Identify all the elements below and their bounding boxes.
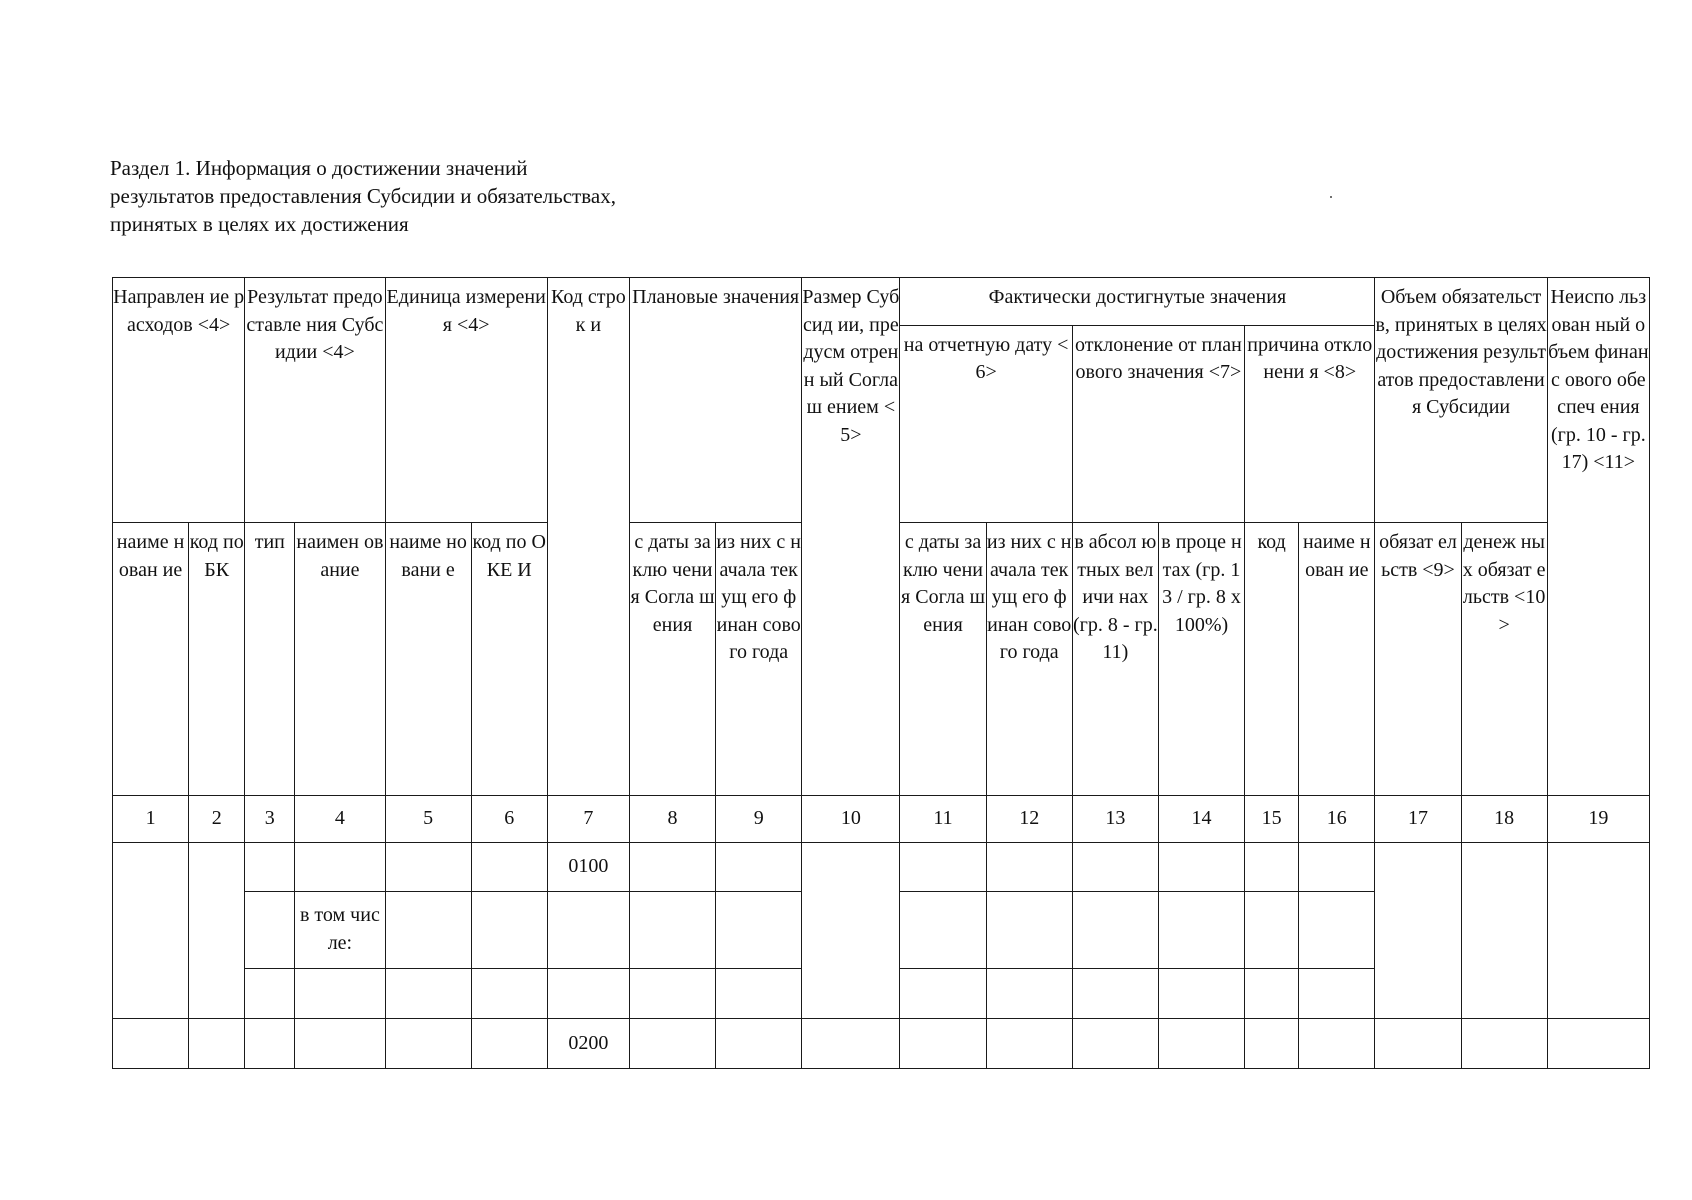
data-cell	[1072, 891, 1158, 968]
column-number: 13	[1072, 795, 1158, 843]
data-cell	[1547, 1019, 1649, 1069]
data-cell	[629, 1019, 715, 1069]
header-subsidy-size: Размер Субсид ии, предусм отренн ый Соглаш ением <5>	[802, 278, 900, 796]
column-number: 12	[986, 795, 1072, 843]
data-cell	[716, 843, 802, 892]
section-title-line-2: результатов предоставления Субсидии и обязательствах,	[110, 184, 616, 208]
column-number: 14	[1158, 795, 1244, 843]
subheader-col-4: наимен ование	[295, 523, 385, 795]
data-cell	[900, 891, 986, 968]
data-cell	[245, 1019, 295, 1069]
header-reason: причина отклонени я <8>	[1245, 325, 1375, 522]
data-cell	[1158, 968, 1244, 1019]
data-cell	[1072, 968, 1158, 1019]
column-number: 16	[1299, 795, 1375, 843]
data-cell	[295, 843, 385, 892]
data-cell	[716, 1019, 802, 1069]
column-number: 10	[802, 795, 900, 843]
data-cell	[189, 843, 245, 1019]
data-cell	[629, 891, 715, 968]
column-number: 8	[629, 795, 715, 843]
subheader-col-15: код	[1245, 523, 1299, 795]
data-cell	[245, 843, 295, 892]
row-code-0200: 0200	[547, 1019, 629, 1069]
data-cell	[900, 968, 986, 1019]
column-number: 5	[385, 795, 471, 843]
including-label: в том числе:	[295, 891, 385, 968]
report-table	[112, 277, 1650, 1069]
data-cell	[1299, 968, 1375, 1019]
data-cell	[471, 843, 547, 892]
data-cell	[802, 1019, 900, 1069]
column-number: 2	[189, 795, 245, 843]
column-number: 7	[547, 795, 629, 843]
header-unused: Неиспо льзован ный объем финанс ового обеспеч ения (гр. 10 - гр. 17) <11>	[1547, 278, 1649, 796]
data-cell	[471, 968, 547, 1019]
subheader-col-1: наиме нован ие	[113, 523, 189, 795]
data-cell	[1461, 1019, 1547, 1069]
header-deviation: отклонение от планового значения <7>	[1072, 325, 1244, 522]
data-cell	[113, 843, 189, 1019]
data-cell	[1375, 843, 1461, 1019]
column-number: 18	[1461, 795, 1547, 843]
subheader-col-3: тип	[245, 523, 295, 795]
header-obligations: Объем обязательств, принятых в целях достижения результатов предоставлени я Субсидии	[1375, 278, 1547, 523]
data-cell	[471, 891, 547, 968]
data-cell	[900, 843, 986, 892]
data-cell	[1158, 1019, 1244, 1069]
subheader-col-17: обязат ельств <9>	[1375, 523, 1461, 795]
column-number: 17	[1375, 795, 1461, 843]
stray-dot	[1330, 196, 1332, 198]
header-unit: Единица измерения <4>	[385, 278, 547, 523]
data-cell	[802, 843, 900, 1019]
data-cell	[716, 891, 802, 968]
data-cell	[629, 843, 715, 892]
data-cell	[547, 968, 629, 1019]
data-cell	[1461, 843, 1547, 1019]
row-code-0100: 0100	[547, 843, 629, 892]
column-number: 4	[295, 795, 385, 843]
data-cell	[986, 1019, 1072, 1069]
data-cell	[1299, 1019, 1375, 1069]
data-cell	[245, 968, 295, 1019]
data-cell	[385, 968, 471, 1019]
column-number: 9	[716, 795, 802, 843]
data-cell	[295, 1019, 385, 1069]
header-row-code: Код строк и	[547, 278, 629, 796]
subheader-col-16: наиме нован ие	[1299, 523, 1375, 795]
data-cell	[245, 891, 295, 968]
header-result: Результат предоставле ния Субсидии <4>	[245, 278, 385, 523]
data-cell	[1245, 843, 1299, 892]
header-planned: Плановые значения	[629, 278, 801, 523]
column-number: 3	[245, 795, 295, 843]
section-title	[110, 154, 810, 238]
data-cell	[295, 968, 385, 1019]
column-number: 6	[471, 795, 547, 843]
data-cell	[385, 843, 471, 892]
data-cell	[986, 843, 1072, 892]
data-cell	[1245, 968, 1299, 1019]
data-cell	[900, 1019, 986, 1069]
subheader-col-12: из них с начала текущ его финан сового года	[986, 523, 1072, 795]
subheader-col-6: код по ОКЕ И	[471, 523, 547, 795]
subheader-col-14: в проце нтах (гр. 13 / гр. 8 x 100%)	[1158, 523, 1244, 795]
data-cell	[1547, 843, 1649, 1019]
data-cell	[1375, 1019, 1461, 1069]
data-cell	[716, 968, 802, 1019]
data-cell	[113, 1019, 189, 1069]
column-number: 1	[113, 795, 189, 843]
header-actual-on-date: на отчетную дату <6>	[900, 325, 1072, 522]
column-number: 11	[900, 795, 986, 843]
data-cell	[986, 968, 1072, 1019]
data-cell	[1072, 1019, 1158, 1069]
data-cell	[1245, 891, 1299, 968]
subheader-col-8: с даты заклю чения Согла шения	[629, 523, 715, 795]
subheader-col-13: в абсол ютных величи нах (гр. 8 - гр. 11)	[1072, 523, 1158, 795]
section-title-line-3: принятых в целях их достижения	[110, 212, 409, 236]
column-number: 19	[1547, 795, 1649, 843]
header-direction: Направлен ие расходов <4>	[113, 278, 245, 523]
data-cell	[1245, 1019, 1299, 1069]
subheader-col-2: код по БК	[189, 523, 245, 795]
subheader-col-11: с даты заклю чения Согла шения	[900, 523, 986, 795]
header-actual: Фактически достигнутые значения	[900, 278, 1375, 326]
data-cell	[629, 968, 715, 1019]
data-cell	[1072, 843, 1158, 892]
data-cell	[471, 1019, 547, 1069]
data-cell	[986, 891, 1072, 968]
data-cell	[1158, 843, 1244, 892]
subheader-col-9: из них с начала текущ его финан сового года	[716, 523, 802, 795]
data-cell	[547, 891, 629, 968]
data-cell	[385, 891, 471, 968]
data-cell	[189, 1019, 245, 1069]
data-cell	[385, 1019, 471, 1069]
subheader-col-18: денеж ных обязат ельств <10>	[1461, 523, 1547, 795]
subheader-col-5: наиме новани е	[385, 523, 471, 795]
data-cell	[1158, 891, 1244, 968]
data-cell	[1299, 891, 1375, 968]
data-cell	[1299, 843, 1375, 892]
section-title-line-1: Раздел 1. Информация о достижении значений	[110, 156, 528, 180]
column-number: 15	[1245, 795, 1299, 843]
